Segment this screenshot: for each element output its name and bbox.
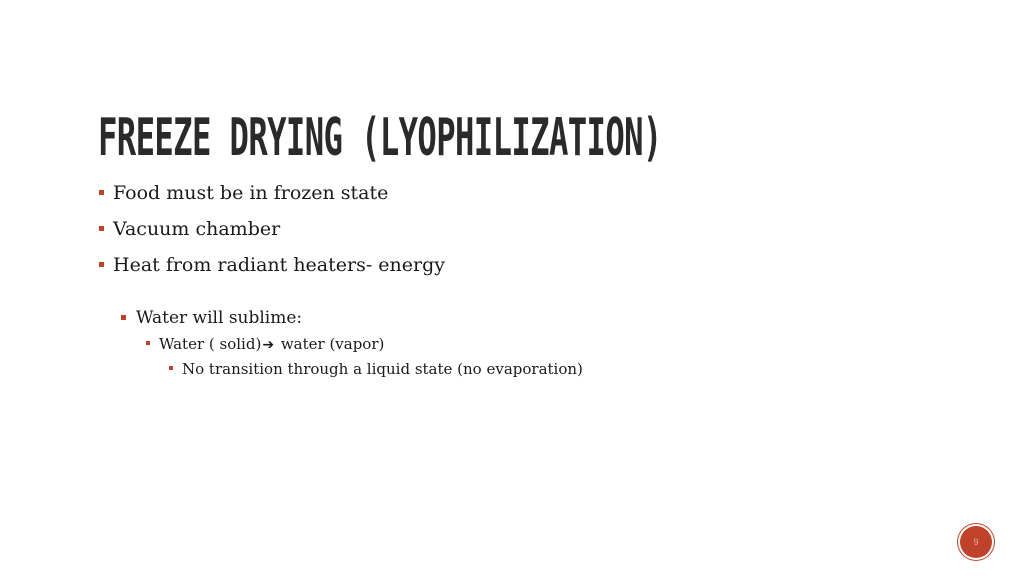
deep-bullet-text: No transition through a liquid state (no evaporation) [182,360,583,378]
bullet-item [113,181,388,205]
sub-sub-bullet-text-end: water (vapor) [276,335,385,353]
bullet-item [113,217,280,241]
page-number-badge [958,524,994,560]
slide-title: FREEZE DRYING (LYOPHILIZATION) [98,108,662,168]
bullet-marker-icon [99,226,104,231]
bullet-text: Food must be in frozen state [113,182,389,204]
bullet-text: Vacuum chamber [113,218,281,240]
bullet-marker-icon [121,315,126,320]
bullet-marker-icon [169,366,173,370]
bullet-item [113,253,445,277]
sub-bullet-item [136,307,302,329]
page-number: 9 [973,537,979,547]
sub-sub-bullet-text-start: Water ( solid) [159,335,262,353]
deep-bullet-item [182,359,583,379]
bullet-marker-icon [146,341,150,345]
sub-sub-bullet-item [159,334,384,355]
bullet-marker-icon [99,262,104,267]
sub-bullet-text: Water will sublime: [136,308,303,328]
bullet-text: Heat from radiant heaters- energy [113,254,445,276]
arrow-right-icon: ➔ [262,337,275,353]
bullet-marker-icon [99,190,104,195]
